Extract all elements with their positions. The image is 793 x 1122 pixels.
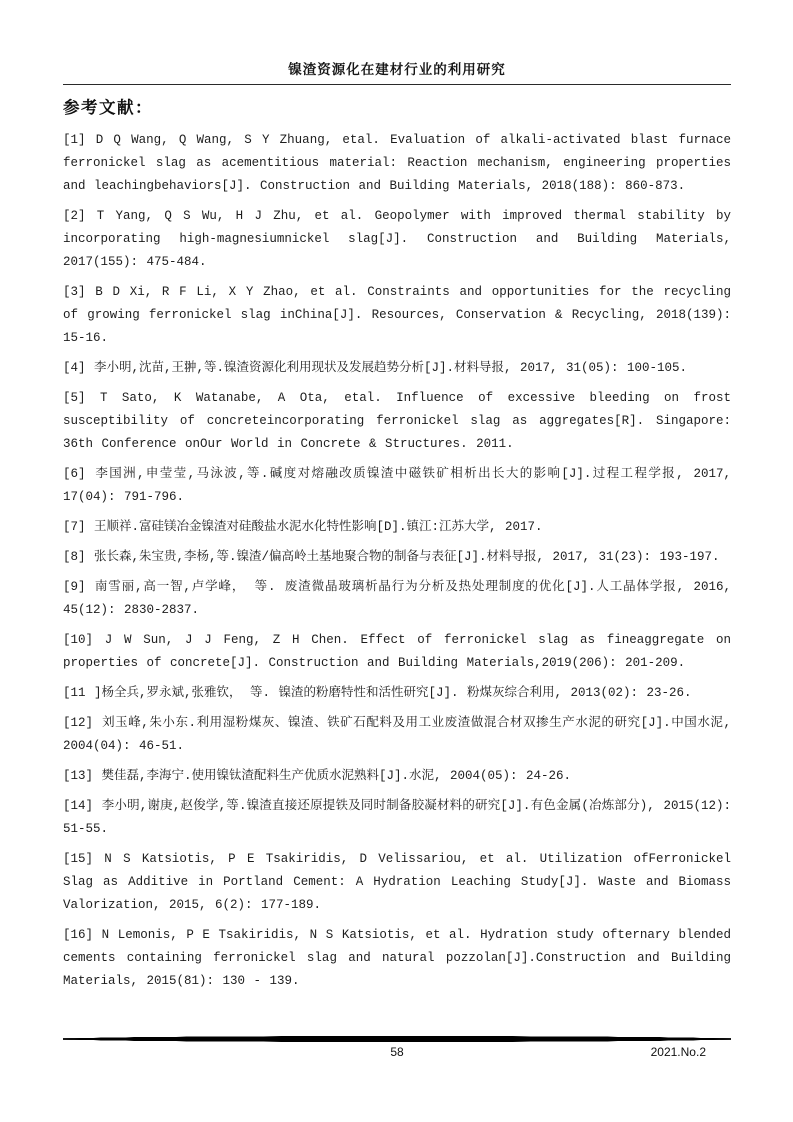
page-footer xyxy=(63,1036,731,1061)
reference-item: [8] 张长森,朱宝贵,李杨,等.镍渣/偏高岭土基地聚合物的制备与表征[J].材料导报, 2017, 31(23): 193-197. xyxy=(63,550,720,564)
reference-item: [14] 李小明,谢庚,赵俊学,等.镍渣直接还原提铁及同时制备胶凝材料的研究[J].有色金属(冶炼部分), 2015(12): 51-55. xyxy=(63,799,731,836)
references-section-title: 参考文献： xyxy=(63,99,153,118)
footer-issue-label: 2021.No.2 xyxy=(650,1045,706,1059)
references-list xyxy=(63,129,731,993)
running-head-title: 镍渣资源化在建材行业的利用研究 xyxy=(288,64,506,79)
reference-item: [13] 樊佳磊,李海宁.使用镍钛渣配料生产优质水泥熟料[J].水泥, 2004(05): 24-26. xyxy=(63,769,572,783)
reference-item: [3] B D Xi, R F Li, X Y Zhao, et al. Constraints and opportunities for the recycling of growing ferronickel slag inChina[J]. Resources, Conservation & Recycling, 2018(139): 15-16. xyxy=(63,285,731,345)
reference-item: [12] 刘玉峰,朱小东.利用湿粉煤灰、镍渣、铁矿石配料及用工业废渣做混合材双掺生产水泥的研究[J].中国水泥, 2004(04): 46-51. xyxy=(63,716,731,753)
reference-item: [5] T Sato, K Watanabe, A Ota, etal. Influence of excessive bleeding on frost susceptibility of concreteincorporating ferronickel slag as aggregates[R]. Singapore: 36th Conference onOur World in Concrete & Structures. 2011. xyxy=(63,391,731,451)
footer-rule xyxy=(63,1036,731,1042)
page-header xyxy=(63,0,731,85)
footer-row xyxy=(63,1045,731,1061)
reference-item: [2] T Yang, Q S Wu, H J Zhu, et al. Geopolymer with improved thermal stability by incorporating high-magnesiumnickel slag[J]. Construction and Building Materials, 2017(155): 475-484. xyxy=(63,209,731,269)
reference-item: [15] N S Katsiotis, P E Tsakiridis, D Velissariou, et al. Utilization ofFerronickel Slag as Additive in Portland Cement: A Hydration Leaching Study[J]. Waste and Biomass Valorization, 2015, 6(2): 177-189. xyxy=(63,852,731,912)
reference-item: [11 ]杨全兵,罗永斌,张雅钦， 等. 镍渣的粉磨特性和活性研究[J]. 粉煤灰综合利用, 2013(02): 23-26. xyxy=(63,686,692,700)
reference-item: [10] J W Sun, J J Feng, Z H Chen. Effect of ferronickel slag as fineaggregate on properties of concrete[J]. Construction and Building Materials,2019(206): 201-209. xyxy=(63,633,731,670)
footer-page-number: 58 xyxy=(390,1045,404,1059)
reference-item: [4] 李小明,沈苗,王翀,等.镍渣资源化利用现状及发展趋势分析[J].材料导报, 2017, 31(05): 100-105. xyxy=(63,361,688,375)
footer-rule-bulge xyxy=(63,1036,731,1042)
reference-item: [7] 王顺祥.富硅镁冶金镍渣对硅酸盐水泥水化特性影响[D].镇江:江苏大学, 2017. xyxy=(63,520,543,534)
reference-item: [1] D Q Wang, Q Wang, S Y Zhuang, etal. Evaluation of alkali-activated blast furnace ferronickel slag as acementitious material: Reaction mechanism, engineering properties and leachingbehaviors[J]. Construction and Building Materials, 2018(188): 860-873. xyxy=(63,133,731,193)
reference-item: [6] 李国洲,申莹莹,马泳波,等.碱度对熔融改质镍渣中磁铁矿相析出长大的影响[J].过程工程学报, 2017, 17(04): 791-796. xyxy=(63,467,731,504)
reference-item: [16] N Lemonis, P E Tsakiridis, N S Katsiotis, et al. Hydration study ofternary blended cements containing ferronickel slag and natural pozzolan[J].Construction and Building Materials, 2015(81): 130 - 139. xyxy=(63,928,731,988)
reference-item: [9] 南雪丽,高一智,卢学峰， 等. 废渣微晶玻璃析晶行为分析及热处理制度的优化[J].人工晶体学报, 2016, 45(12): 2830-2837. xyxy=(63,580,731,617)
page-content xyxy=(63,0,731,1000)
